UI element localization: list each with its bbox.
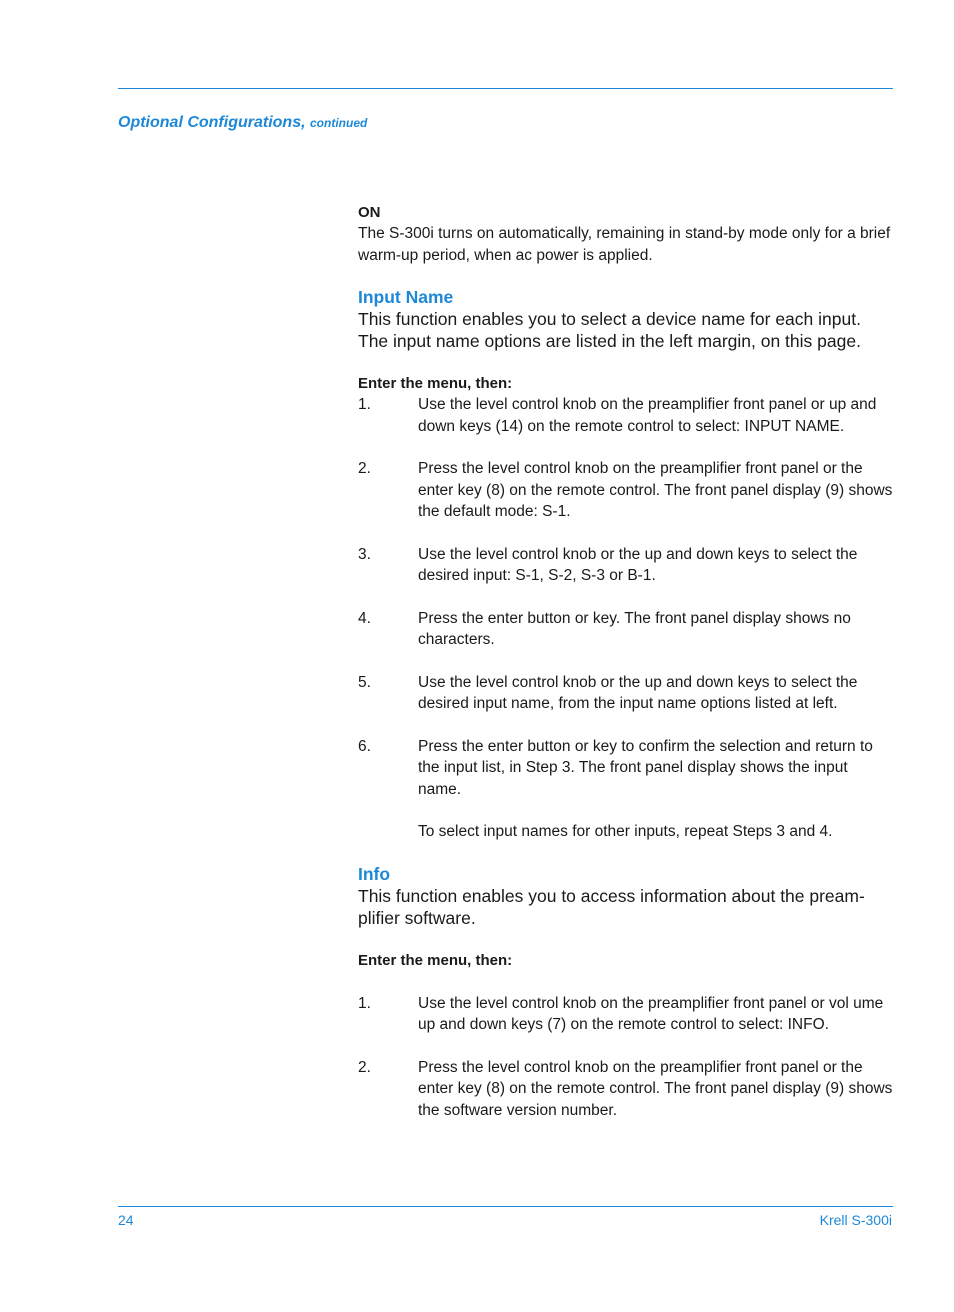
list-item	[358, 736, 894, 801]
step-number: 4.	[358, 609, 371, 627]
main-content	[358, 202, 894, 1121]
step-number: 2.	[358, 460, 371, 477]
on-heading: ON	[358, 204, 381, 221]
step-number: 3.	[358, 545, 371, 563]
info-menu-label: Enter the menu, then:	[358, 951, 513, 969]
step-number: 1.	[358, 396, 371, 413]
step-number: 5.	[358, 673, 371, 691]
step-number: 6.	[358, 737, 371, 755]
list-item	[358, 672, 894, 715]
product-name: Krell S-300i	[819, 1212, 892, 1228]
continued-label: continued	[310, 116, 368, 130]
step-text: Press the enter button or key to confirm the selection and return to the input list, in Step 3. The front panel display shows the input name.	[418, 737, 873, 798]
input-name-note: To select input names for other inputs, repeat Steps 3 and 4.	[418, 823, 833, 840]
list-item	[358, 1057, 894, 1122]
step-text: Use the level control knob or the up and down keys to select the desired input: S-1, S-2, S-3 or B-1.	[418, 545, 858, 584]
input-name-heading: Input Name	[358, 287, 454, 307]
footer-rule	[118, 1206, 893, 1207]
input-name-menu-label: Enter the menu, then:	[358, 375, 513, 392]
list-item	[358, 544, 894, 587]
header-rule	[118, 88, 893, 89]
info-heading: Info	[358, 863, 391, 884]
step-text: Press the level control knob on the preamplifier front panel or the enter key (8) on the remote control. The front panel display (9) shows the default mode: S-1.	[418, 460, 893, 520]
on-text: The S-300i turns on automatically, remaining in stand-by mode only for a brief warm-up period, when ac power is applied.	[358, 225, 891, 264]
step-text: Press the enter button or key. The front panel display shows no characters.	[418, 609, 851, 648]
page-number: 24	[118, 1212, 134, 1228]
step-text: Use the level control knob on the preamplifier front panel or up and down keys (14) on the remote control to select: INPUT NAME.	[418, 396, 877, 435]
list-item	[358, 394, 894, 437]
step-text: Use the level control knob on the preamplifier front panel or vol ume up and down keys (7) on the remote control to select: INFO.	[418, 994, 884, 1033]
step-number: 1.	[358, 994, 371, 1012]
running-head	[118, 114, 367, 132]
step-text: Use the level control knob or the up and down keys to select the desired input name, from the input name options listed at left.	[418, 673, 858, 712]
input-name-intro: This function enables you to select a device name for each input. The input name options are listed in the left margin, on this page.	[358, 309, 861, 351]
step-number: 2.	[358, 1058, 371, 1076]
section-title: Optional Configurations,	[118, 114, 306, 131]
list-item	[358, 458, 894, 523]
list-item	[358, 608, 894, 651]
list-item	[358, 993, 894, 1036]
info-intro: This function enables you to access information about the pream-plifier software.	[358, 885, 865, 928]
step-text: Press the level control knob on the preamplifier front panel or the enter key (8) on the remote control. The front panel display (9) shows the software version number.	[418, 1058, 893, 1119]
